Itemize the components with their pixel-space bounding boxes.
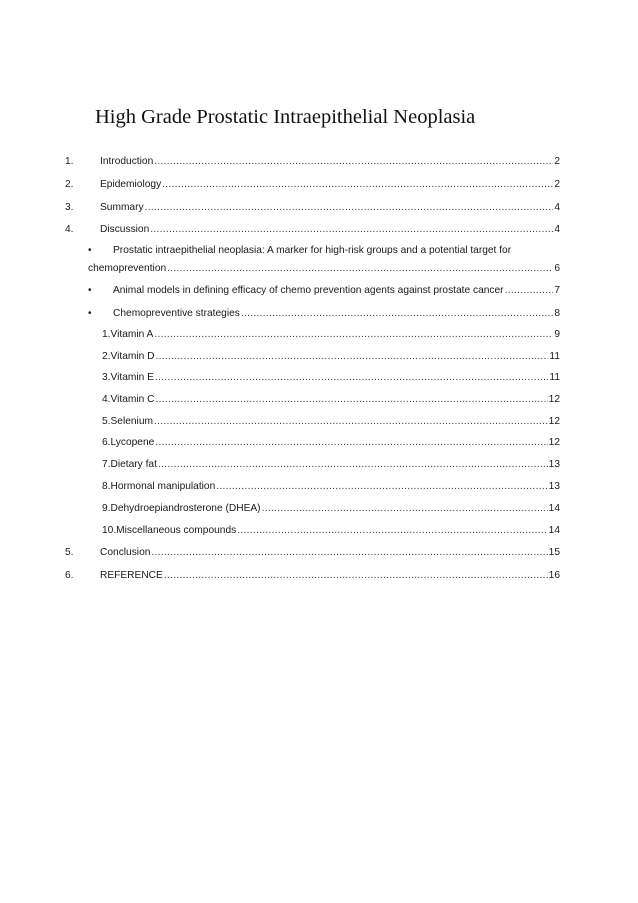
toc-leader-dots	[505, 284, 554, 298]
toc-item-epidemiology[interactable]	[65, 178, 560, 192]
toc-item-label: 5.Selenium	[102, 416, 153, 427]
toc-leader-dots	[155, 371, 549, 385]
toc-item-animal-models[interactable]	[113, 284, 560, 298]
toc-item-label: 7.Dietary fat	[102, 459, 157, 470]
toc-item-label: 9.Dehydroepiandrosterone (DHEA)	[102, 503, 261, 514]
toc-item-number: 1.	[65, 156, 74, 167]
toc-subitem-selenium[interactable]	[102, 415, 560, 429]
toc-leader-dots	[167, 262, 553, 276]
toc-page-number: 12	[548, 416, 560, 427]
toc-subitem-vitamin-d[interactable]	[102, 350, 560, 364]
toc-item-label: 4.Vitamin C	[102, 394, 155, 405]
toc-item-label: Summary	[100, 202, 144, 213]
toc-subitem-lycopene[interactable]	[102, 436, 560, 450]
toc-item-summary[interactable]	[65, 201, 560, 215]
toc-leader-dots	[154, 415, 548, 429]
toc-subitem-vitamin-e[interactable]	[102, 371, 560, 385]
toc-item-number: 5.	[65, 547, 74, 558]
toc-page-number: 2	[554, 156, 560, 167]
toc-page-number: 2	[554, 179, 560, 190]
toc-page-number: 15	[548, 547, 560, 558]
toc-item-label: Chemopreventive strategies	[113, 308, 240, 319]
toc-item-label: REFERENCE	[100, 570, 163, 581]
toc-page-number: 4	[554, 224, 560, 235]
toc-page-number: 12	[548, 394, 560, 405]
toc-item-label: Conclusion	[100, 547, 151, 558]
toc-leader-dots	[162, 178, 553, 192]
bullet-icon: •	[88, 308, 92, 319]
toc-leader-dots	[216, 480, 547, 494]
toc-item-conclusion[interactable]	[65, 546, 560, 560]
toc-leader-dots	[158, 458, 548, 472]
toc-item-label: Epidemiology	[100, 179, 162, 190]
toc-leader-dots	[151, 546, 547, 560]
toc-item-label: chemoprevention	[88, 263, 167, 274]
toc-item-label: 1.Vitamin A	[102, 329, 154, 340]
document-title: High Grade Prostatic Intraepithelial Neoplasia	[95, 106, 476, 128]
toc-item-label: 6.Lycopene	[102, 437, 155, 448]
bullet-icon: •	[88, 285, 92, 296]
toc-item-label: 2.Vitamin D	[102, 351, 155, 362]
bullet-icon: •	[88, 245, 92, 256]
toc-page-number: 8	[554, 308, 560, 319]
toc-subitem-vitamin-c[interactable]	[102, 393, 560, 407]
toc-item-label: Animal models in defining efficacy of chemo prevention agents against prostate cancer	[113, 285, 504, 296]
toc-item-label: Discussion	[100, 224, 150, 235]
toc-leader-dots	[237, 524, 547, 538]
toc-item-number: 2.	[65, 179, 74, 190]
toc-leader-dots	[145, 201, 554, 215]
toc-page-number: 4	[554, 202, 560, 213]
toc-leader-dots	[154, 155, 553, 169]
toc-subitem-dietary-fat[interactable]	[102, 458, 560, 472]
toc-item-pin-marker-line1[interactable]: Prostatic intraepithelial neoplasia: A marker for high-risk groups and a potential target for	[113, 245, 512, 256]
toc-item-chemopreventive-strategies[interactable]	[113, 307, 560, 321]
toc-item-number: 6.	[65, 570, 74, 581]
toc-leader-dots	[155, 436, 547, 450]
toc-page-number: 14	[548, 525, 560, 536]
toc-leader-dots	[241, 307, 553, 321]
toc-leader-dots	[155, 393, 547, 407]
toc-item-label: 8.Hormonal manipulation	[102, 481, 216, 492]
toc-page-number: 6	[554, 263, 560, 274]
toc-page-number: 11	[549, 351, 560, 362]
toc-leader-dots	[155, 350, 548, 364]
toc-subitem-miscellaneous-compounds[interactable]	[102, 524, 560, 538]
toc-leader-dots	[154, 328, 553, 342]
toc-item-number: 4.	[65, 224, 74, 235]
toc-page-number: 11	[549, 372, 560, 383]
toc-subitem-vitamin-a[interactable]	[102, 328, 560, 342]
toc-leader-dots	[262, 502, 548, 516]
toc-page-number: 13	[548, 481, 560, 492]
toc-page-number: 13	[548, 459, 560, 470]
toc-item-label: 3.Vitamin E	[102, 372, 154, 383]
toc-page-number: 12	[548, 437, 560, 448]
toc-item-introduction[interactable]	[65, 155, 560, 169]
toc-leader-dots	[164, 569, 548, 583]
toc-page-number: 14	[548, 503, 560, 514]
toc-page-number: 9	[554, 329, 560, 340]
toc-item-label: 10.Miscellaneous compounds	[102, 525, 237, 536]
toc-subitem-dhea[interactable]	[102, 502, 560, 516]
toc-item-discussion[interactable]	[65, 223, 560, 237]
toc-item-pin-marker[interactable]	[88, 262, 560, 276]
toc-page-number: 7	[554, 285, 560, 296]
toc-item-reference[interactable]	[65, 569, 560, 583]
toc-leader-dots	[150, 223, 553, 237]
toc-item-label: Introduction	[100, 156, 154, 167]
toc-page-number: 16	[548, 570, 560, 581]
toc-item-number: 3.	[65, 202, 74, 213]
toc-subitem-hormonal-manipulation[interactable]	[102, 480, 560, 494]
